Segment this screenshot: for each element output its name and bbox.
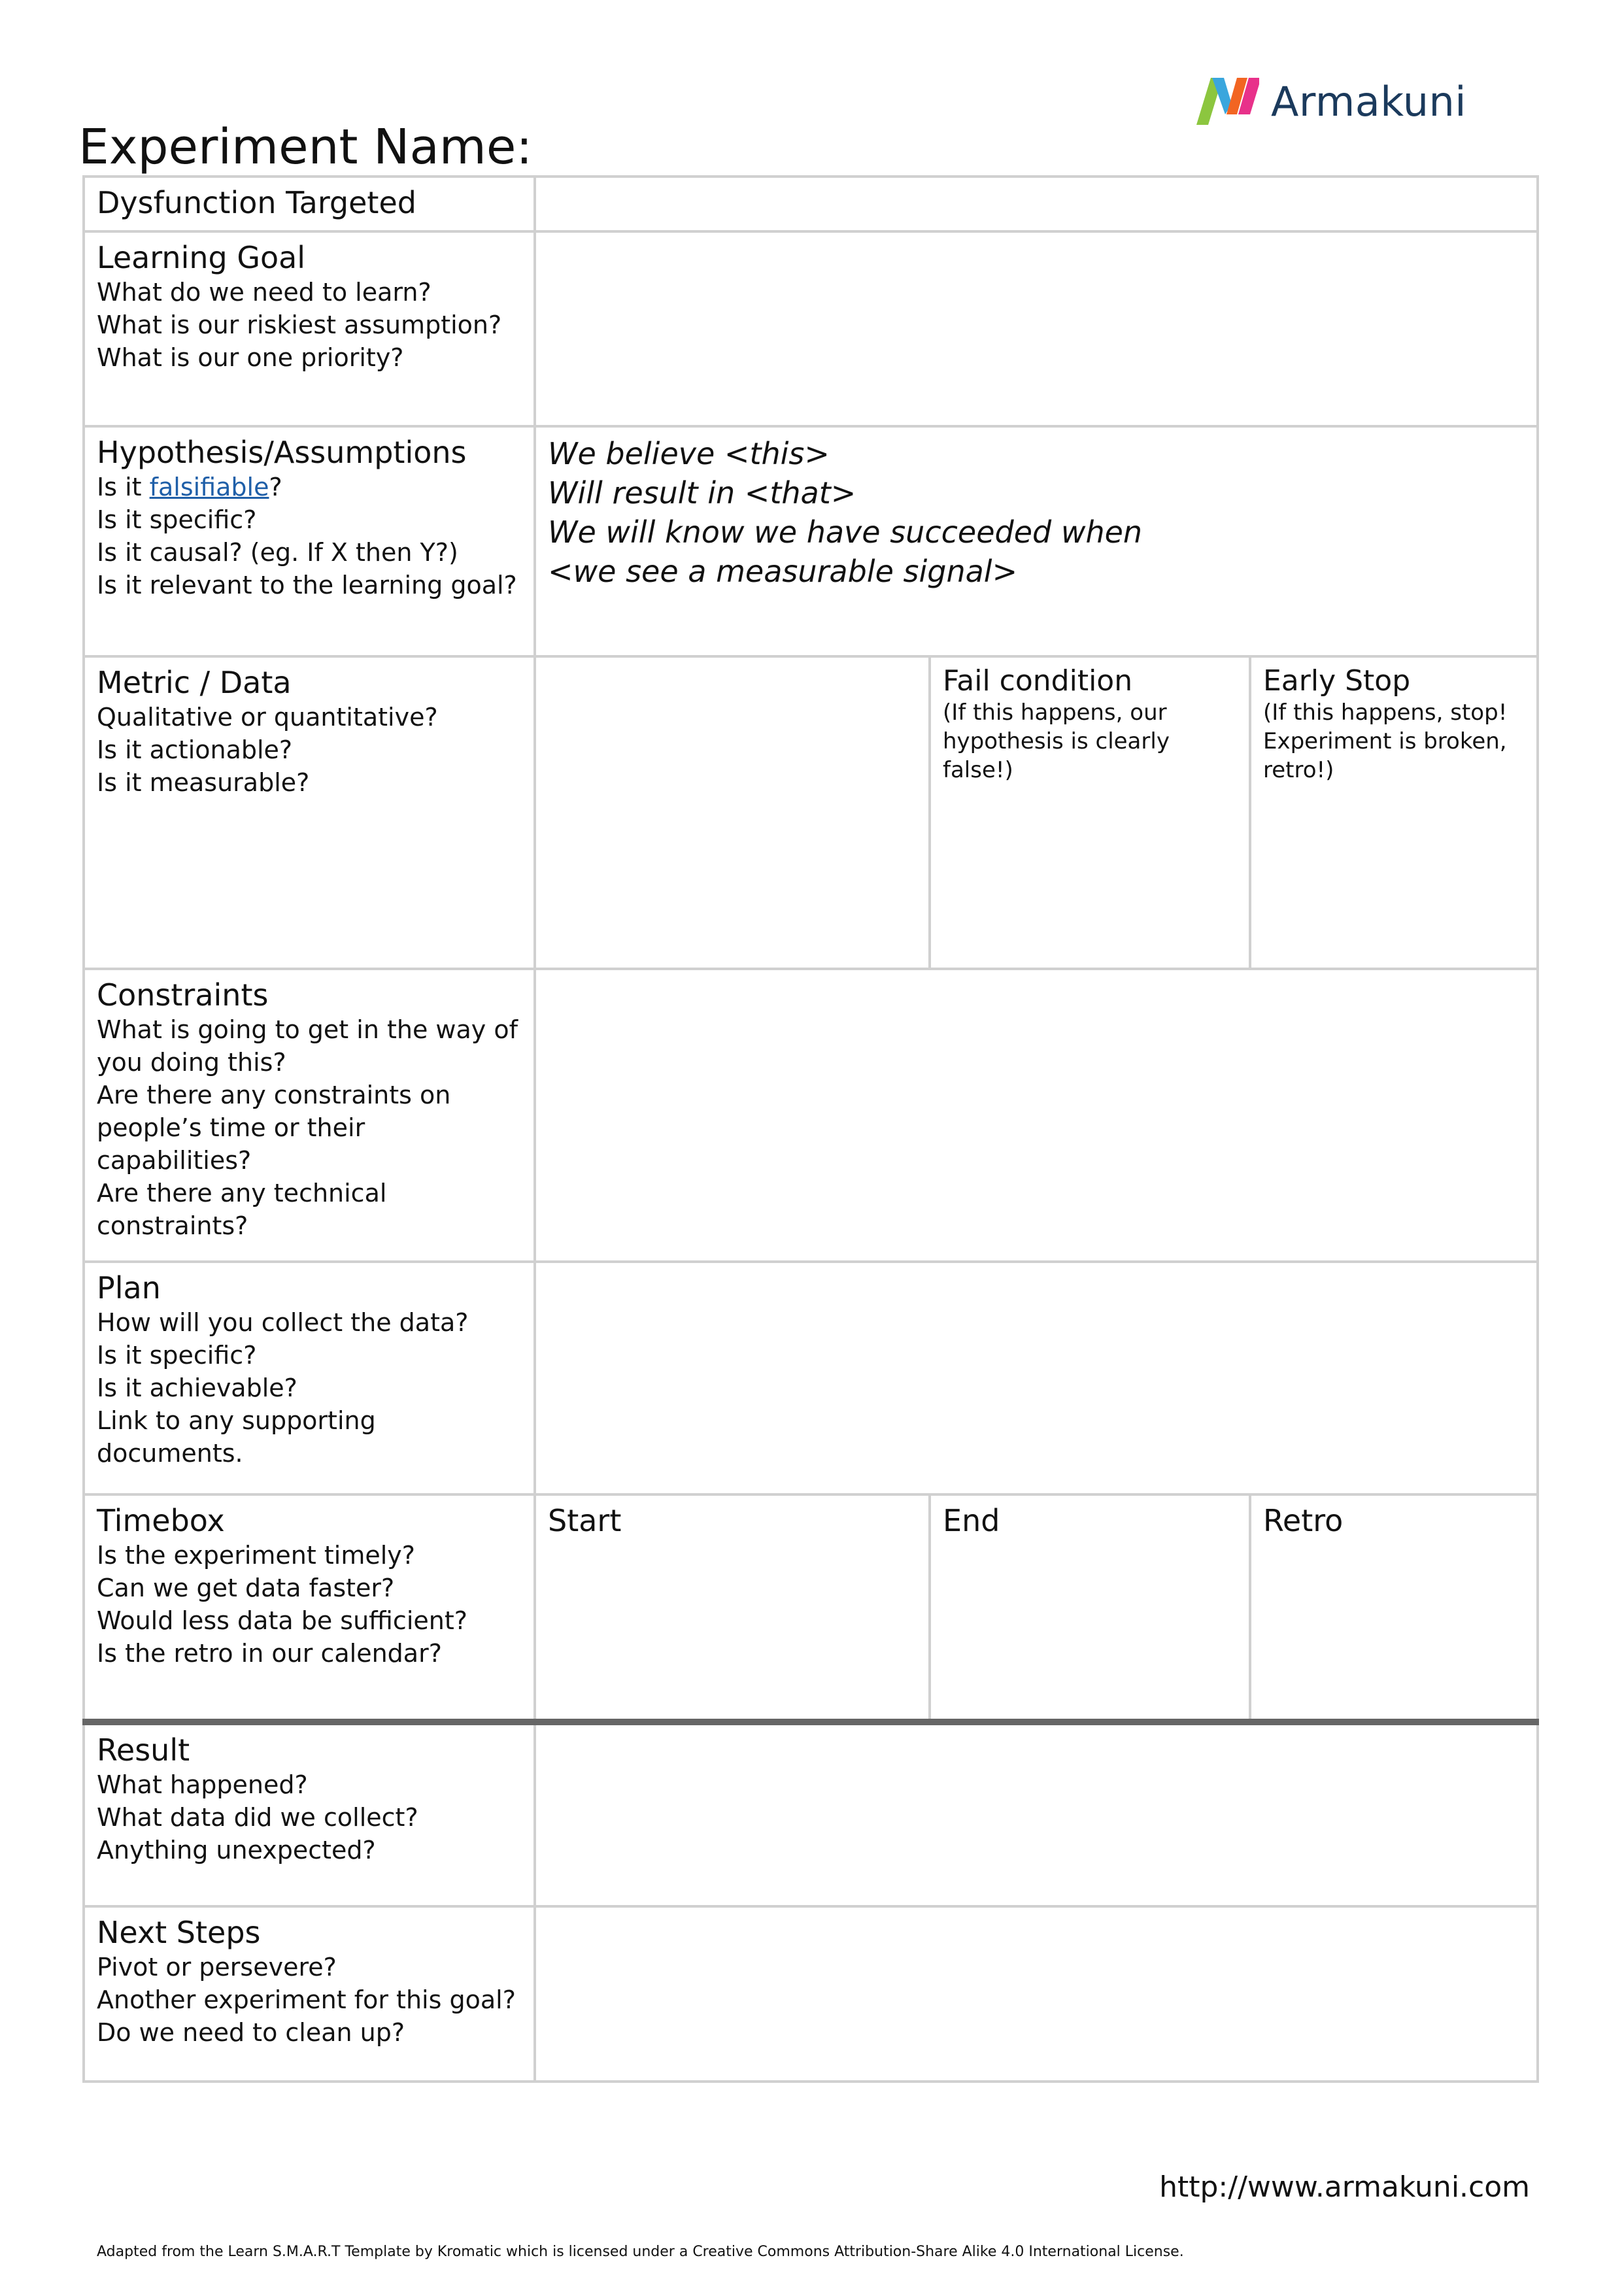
constraints-input-cell[interactable]	[535, 969, 1538, 1262]
early-stop-heading: Early Stop	[1263, 664, 1411, 698]
retro-heading: Retro	[1263, 1503, 1344, 1538]
learning-goal-heading: Learning Goal	[97, 240, 306, 275]
metric-input-cell[interactable]	[535, 656, 930, 969]
question: Another experiment for this goal?	[97, 1985, 516, 2014]
question: Do we need to clean up?	[97, 2018, 405, 2047]
question: What is our one priority?	[97, 343, 404, 372]
question: Is it specific?	[97, 1341, 257, 1370]
fail-condition-cell[interactable]	[930, 656, 1250, 969]
timebox-heading: Timebox	[97, 1503, 225, 1538]
fail-condition-heading: Fail condition	[943, 664, 1133, 698]
timebox-start-cell[interactable]	[535, 1494, 930, 1722]
timebox-retro-cell[interactable]	[1250, 1494, 1538, 1722]
question: What is our riskiest assumption?	[97, 311, 502, 339]
question: Link to any supporting documents.	[97, 1406, 376, 1468]
question: Would less data be sufficient?	[97, 1606, 467, 1635]
attribution-footnote: Adapted from the Learn S.M.A.R.T Template by Kromatic which is licensed under a Creative Commons Attribution-Share Alike 4.0 International License.	[97, 2244, 1184, 2260]
row-next-steps	[84, 1906, 1538, 2082]
question: Is it achievable?	[97, 1374, 297, 1402]
question: Is it specific?	[97, 505, 257, 534]
question: Is it actionable?	[97, 735, 293, 764]
plan-input-cell[interactable]	[535, 1262, 1538, 1494]
brand-name: Armakuni	[1271, 77, 1467, 126]
question: Can we get data faster?	[97, 1574, 395, 1602]
question: Are there any constraints on people’s time or their capabilities?	[97, 1081, 451, 1175]
label-cell	[84, 656, 535, 969]
row-timebox	[84, 1494, 1538, 1722]
brand-logo	[1196, 75, 1466, 127]
early-stop-text: (If this happens, stop! Experiment is broken, retro!)	[1263, 700, 1508, 783]
row-plan	[84, 1262, 1538, 1494]
hypothesis-input-cell[interactable]	[535, 426, 1538, 656]
metric-heading: Metric / Data	[97, 665, 292, 700]
dysfunction-heading: Dysfunction Targeted	[97, 185, 416, 220]
fail-condition-text: (If this happens, our hypothesis is clearly false!)	[943, 700, 1170, 783]
question: Is the experiment timely?	[97, 1541, 415, 1570]
hypothesis-template-line: Will result in <that>	[548, 475, 856, 511]
dysfunction-input-cell[interactable]	[535, 177, 1538, 231]
constraints-heading: Constraints	[97, 977, 269, 1013]
question: Is it relevant to the learning goal?	[97, 571, 517, 599]
row-dysfunction	[84, 177, 1538, 231]
question: Pivot or persevere?	[97, 1953, 337, 1982]
question: Is it falsifiable?	[97, 473, 282, 501]
label-cell	[84, 969, 535, 1262]
plan-heading: Plan	[97, 1270, 161, 1306]
label-cell	[84, 426, 535, 656]
row-result	[84, 1722, 1538, 1906]
question: What happened?	[97, 1770, 308, 1799]
question: Is it causal? (eg. If X then Y?)	[97, 538, 458, 567]
learning-goal-input-cell[interactable]	[535, 231, 1538, 426]
falsifiable-link[interactable]: falsifiable	[149, 473, 269, 501]
website-link[interactable]: http://www.armakuni.com	[1159, 2170, 1530, 2204]
hypothesis-heading: Hypothesis/Assumptions	[97, 435, 467, 470]
question: What data did we collect?	[97, 1803, 418, 1832]
end-heading: End	[943, 1503, 1000, 1538]
hypothesis-template-line: <we see a measurable signal>	[548, 554, 1018, 589]
start-heading: Start	[548, 1503, 622, 1538]
question: Are there any technical constraints?	[97, 1179, 387, 1240]
question: Qualitative or quantitative?	[97, 703, 438, 732]
experiment-form	[82, 175, 1539, 2083]
label-cell	[84, 231, 535, 426]
next-steps-heading: Next Steps	[97, 1915, 261, 1950]
hypothesis-template-line: We will know we have succeeded when	[548, 514, 1143, 550]
question: How will you collect the data?	[97, 1308, 469, 1337]
armakuni-logo-icon	[1196, 78, 1259, 125]
timebox-end-cell[interactable]	[930, 1494, 1250, 1722]
row-metric	[84, 656, 1538, 969]
question: Is it measurable?	[97, 768, 310, 797]
early-stop-cell[interactable]	[1250, 656, 1538, 969]
page-title: Experiment Name:	[78, 119, 533, 175]
result-input-cell[interactable]	[535, 1722, 1538, 1906]
next-steps-input-cell[interactable]	[535, 1906, 1538, 2082]
label-cell	[84, 1494, 535, 1722]
label-cell	[84, 1722, 535, 1906]
question: Anything unexpected?	[97, 1836, 376, 1864]
result-heading: Result	[97, 1732, 190, 1768]
question: What do we need to learn?	[97, 278, 431, 307]
row-constraints	[84, 969, 1538, 1262]
label-cell	[84, 1262, 535, 1494]
row-learning-goal	[84, 231, 1538, 426]
question: What is going to get in the way of you doing this?	[97, 1015, 518, 1077]
label-cell	[84, 177, 535, 231]
question: Is the retro in our calendar?	[97, 1639, 442, 1668]
label-cell	[84, 1906, 535, 2082]
row-hypothesis	[84, 426, 1538, 656]
hypothesis-template-line: We believe <this>	[548, 436, 830, 471]
